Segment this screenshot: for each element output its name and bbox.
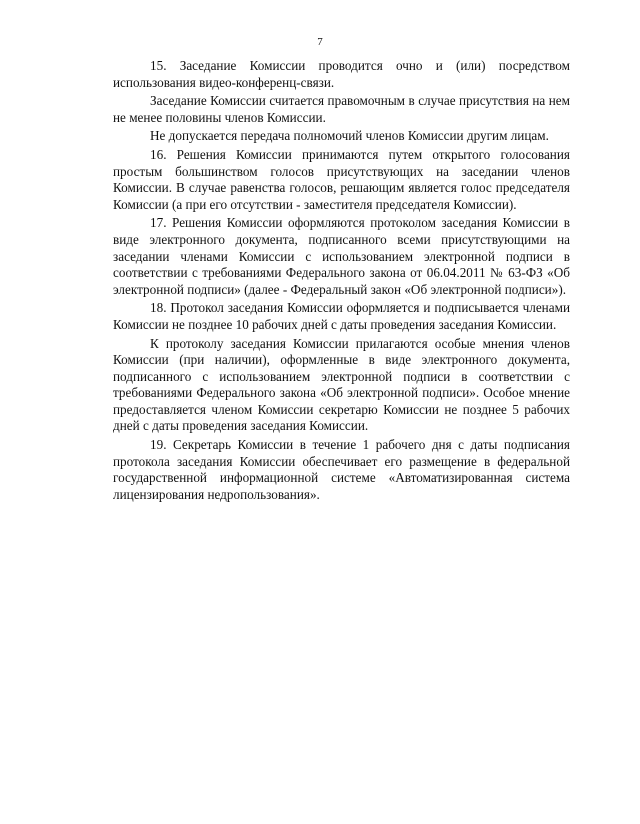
paragraph-18-signing: 18. Протокол заседания Комиссии оформляется и подписывается членами Комиссии не позднее 10 рабочих дней с даты проведения заседания Комиссии. [113,300,570,332]
page-number: 7 [317,36,323,48]
paragraph-quorum: Заседание Комиссии считается правомочным в случае присутствия на нем не менее половины членов Комиссии. [113,93,570,125]
paragraph-15-session-format: 15. Заседание Комиссии проводится очно и (или) посредством использования видео-конференц-связи. [113,58,570,90]
document-body [113,58,570,505]
paragraph-special-opinions: К протоколу заседания Комиссии прилагаются особые мнения членов Комиссии (при наличии), оформленные в виде электронного документа, подписанного с использованием электронной подписи в соответствии с требованиями Федерального закона «Об электронной подписи». Особое мнение предоставляется членом Комиссии секретарю Комиссии не позднее 5 рабочих дней с даты проведения заседания Комиссии. [113,335,570,434]
paragraph-17-protocol: 17. Решения Комиссии оформляются протоколом заседания Комиссии в виде электронного документа, подписанного всеми присутствующими на заседании членами Комиссии с использованием электронной подписи в соответствии с требованиями Федерального закона от 06.04.2011 № 63-ФЗ «Об электронной подписи» (далее - Федеральный закон «Об электронной подписи»). [113,215,570,297]
paragraph-19-secretary: 19. Секретарь Комиссии в течение 1 рабочего дня с даты подписания протокола заседания Комиссии обеспечивает его размещение в федеральной государственной информационной системе «Автоматизированная система лицензирования недропользования». [113,437,570,502]
paragraph-no-delegation: Не допускается передача полномочий членов Комиссии другим лицам. [150,128,549,144]
paragraph-16-decisions: 16. Решения Комиссии принимаются путем открытого голосования простым большинством голосов присутствующих на заседании членов Комиссии. В случае равенства голосов, решающим является голос председателя Комиссии (а при его отсутствии - заместителя председателя Комиссии). [113,146,570,212]
